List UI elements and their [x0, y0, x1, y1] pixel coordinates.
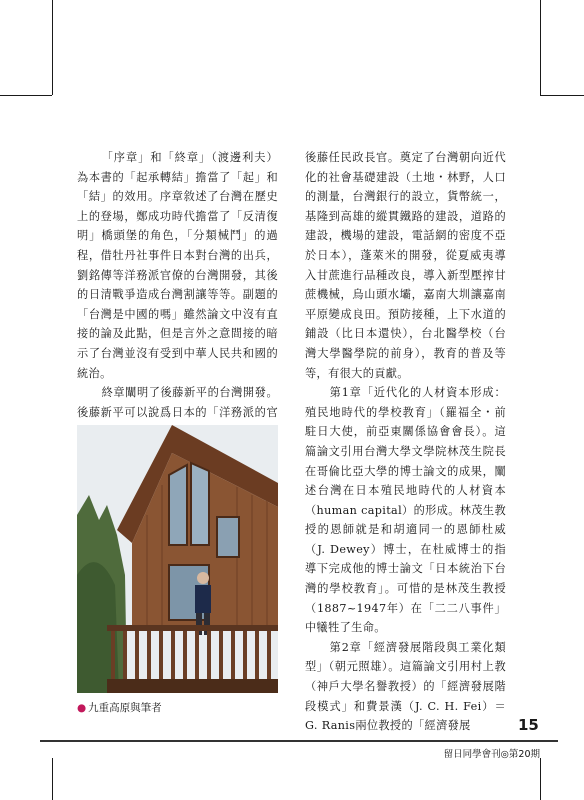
- crop-mark-bottom-left-v: [52, 758, 53, 800]
- left-paragraph-2: 終章闡明了後藤新平的台灣開發。後藤新平可以說爲日本的「洋務派的官: [77, 386, 278, 419]
- crop-mark-bottom-right-v: [540, 758, 541, 800]
- caption-bullet-icon: ●: [77, 702, 87, 714]
- page-number: 15: [518, 716, 539, 734]
- footer-journal-title: 留日同學會刊◎第20期: [443, 749, 540, 760]
- crop-mark-right-v: [540, 0, 541, 95]
- photo-caption-text: 九重高原與筆者: [88, 702, 162, 714]
- right-column: [305, 148, 506, 736]
- crop-mark-left-h: [0, 95, 52, 96]
- left-column: [77, 148, 278, 442]
- house-photo-illustration: [77, 425, 278, 693]
- house-photo: [77, 425, 278, 693]
- left-paragraph-1: 「序章」和「終章」（渡邊利夫）為本書的「起承轉結」擔當了「起」和「結」的效用。序章敘述了台灣在歷史上的登場，鄭成功時代擔當了「反清復明」橋頭堡的角色，「分類械鬥」的過程，借牡丹社事件日本對台灣的出兵，劉銘傳等洋務派官僚的台灣開發，其後的日清戰爭造成台灣割讓等等。副題的「台灣是中國的嗎」雖然論文中沒有直接的論及此點，但是言外之意間接的暗示了台灣並沒有受到中華人民共和國的統治。: [77, 151, 278, 380]
- right-paragraph-2: 第1章「近代化的人材資本形成：殖民地時代的學校教育」（羅福全・前駐日大使，前亞東關係協會會長）。這篇論文引用台灣大學文學院林茂生院長在哥倫比亞大學的博士論文的成果，闡述台灣在日本殖民地時代的人材資本（human capital）的形成。林茂生教授的恩師就是和胡適同一的恩師杜威（J. Dewey）博士，在杜威博士的指導下完成他的博士論文「日本統治下台灣的學校教育」。可惜的是林茂生教授（1887~1947年）在「二二八事件」中犧牲了生命。: [305, 386, 506, 635]
- footer-rule: [40, 740, 558, 742]
- crop-mark-left-v: [52, 0, 53, 95]
- crop-mark-right-h: [540, 95, 584, 96]
- right-paragraph-1: 後藤任民政長官。奠定了台灣朝向近代化的社會基礎建設（土地・林野，人口的測量，台灣銀行的設立，貨幣統一，基隆到高雄的縱貫鐵路的建設，道路的建設，機場的建設，電話網的密度不亞於日本），蓬萊米的開發，從夏威夷導入甘蔗進行品種改良，導入新型壓搾甘蔗機械，烏山頭水壩，嘉南大圳讓嘉南平原變成良田。預防接種，上下水道的鋪設（比日本還快），台北醫學校（台灣大學醫學院的前身），教育的普及等等，有很大的貢獻。: [305, 151, 506, 380]
- photo-caption: [77, 700, 162, 715]
- right-paragraph-3: 第2章「經濟發展階段與工業化類型」（朝元照雄）。這篇論文引用村上教（神戶大學名譽教授）的「經濟發展階段模式」和費景漢（J. C. H. Fei）＝G. Ranis兩位教授的「經濟發展: [305, 640, 506, 733]
